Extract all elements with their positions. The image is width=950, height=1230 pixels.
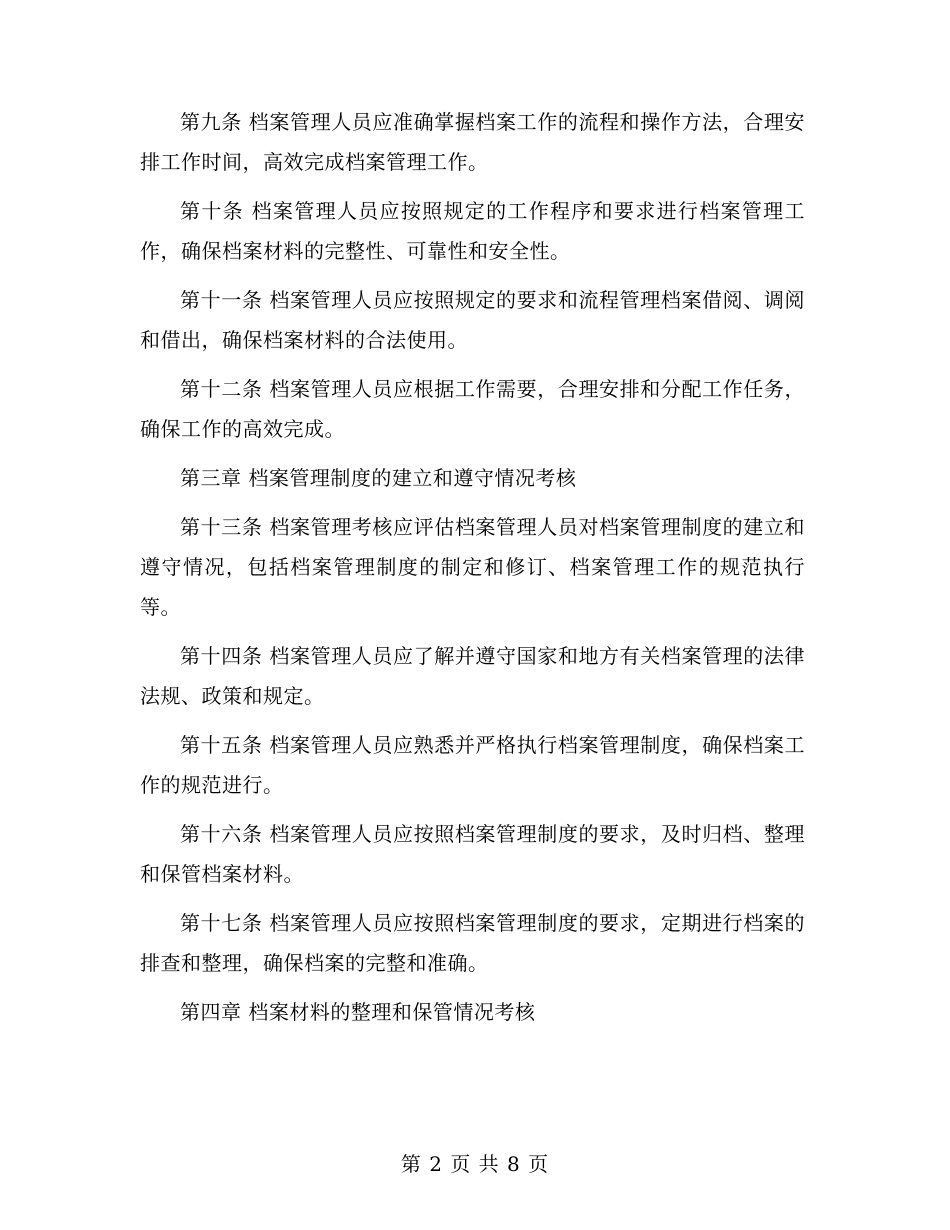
- article-10: 第十条 档案管理人员应按照规定的工作程序和要求进行档案管理工作，确保档案材料的完整性、可靠性和安全性。: [140, 199, 805, 263]
- page-number-footer: 第 2 页 共 8 页: [400, 1152, 550, 1176]
- article-15: 第十五条 档案管理人员应熟悉并严格执行档案管理制度，确保档案工作的规范进行。: [140, 733, 805, 797]
- article-16: 第十六条 档案管理人员应按照档案管理制度的要求，及时归档、整理和保管档案材料。: [140, 822, 805, 886]
- article-17: 第十七条 档案管理人员应按照档案管理制度的要求，定期进行档案的排查和整理，确保档案的完整和准确。: [140, 911, 805, 975]
- chapter-4-heading: 第四章 档案材料的整理和保管情况考核: [180, 1000, 536, 1024]
- document-body: [140, 102, 805, 1041]
- article-13: 第十三条 档案管理考核应评估档案管理人员对档案管理制度的建立和遵守情况，包括档案管理制度的制定和修订、档案管理工作的规范执行等。: [140, 515, 805, 619]
- article-11: 第十一条 档案管理人员应按照规定的要求和流程管理档案借阅、调阅和借出，确保档案材料的合法使用。: [140, 288, 805, 352]
- article-9: 第九条 档案管理人员应准确掌握档案工作的流程和操作方法，合理安排工作时间，高效完成档案管理工作。: [140, 110, 805, 174]
- chapter-3-heading: 第三章 档案管理制度的建立和遵守情况考核: [180, 466, 577, 490]
- article-14: 第十四条 档案管理人员应了解并遵守国家和地方有关档案管理的法律法规、政策和规定。: [140, 644, 805, 708]
- article-12: 第十二条 档案管理人员应根据工作需要，合理安排和分配工作任务，确保工作的高效完成。: [140, 377, 805, 441]
